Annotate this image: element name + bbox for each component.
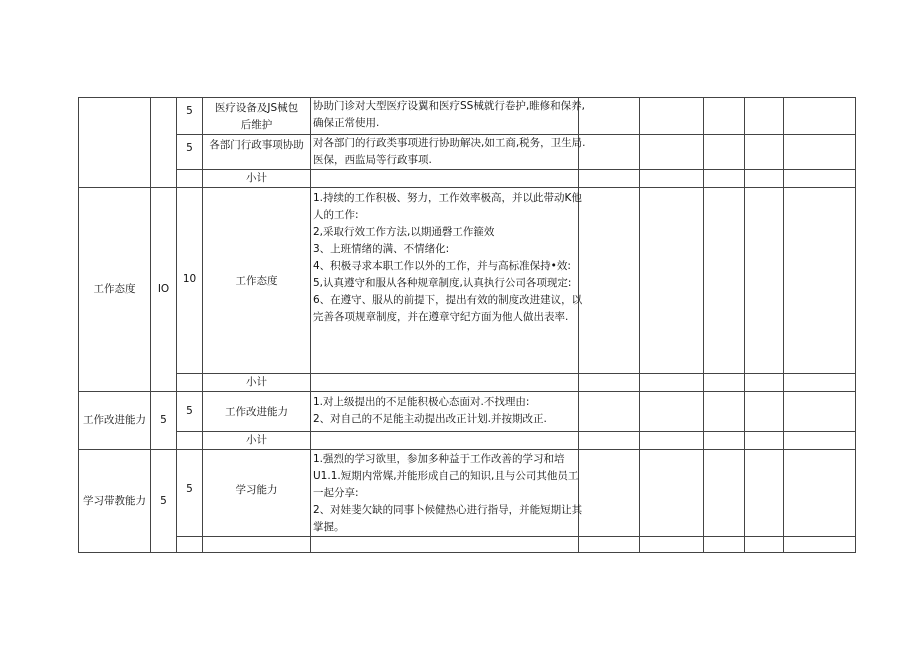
blank-cell <box>177 170 203 188</box>
subtotal-label: 小计 <box>246 434 267 446</box>
description-line: 2,采取行效工作方法,以期通磬工作箍效 <box>313 226 495 238</box>
item-weight: 5 <box>186 142 193 154</box>
category-weight: 5 <box>160 494 167 507</box>
item-name-cell <box>203 450 311 537</box>
item-weight-cell <box>177 450 203 537</box>
description-line: 1.对上级提出的不足能积极心态面对.不找理由: <box>313 396 530 408</box>
blank-cell <box>579 170 640 188</box>
blank-cell <box>704 135 745 170</box>
category-label: 工作改进能力 <box>83 414 146 426</box>
item-description-cell <box>311 98 586 135</box>
blank-cell <box>784 170 856 188</box>
item-name-line: 工作改进能力 <box>225 406 288 418</box>
category-cell-blank <box>79 98 151 188</box>
blank-cell <box>311 432 579 450</box>
blank-cell <box>784 392 856 432</box>
item-weight: 10 <box>182 273 197 285</box>
item-weight: 5 <box>186 105 193 117</box>
subtotal-cell <box>203 432 311 450</box>
description-line: 4、积极寻求本职工作以外的工作，并与高标准保持•效: <box>313 260 571 272</box>
category-weight-cell-blank <box>151 98 177 188</box>
blank-cell <box>784 432 856 450</box>
blank-cell <box>579 135 640 170</box>
item-description-cell <box>311 188 583 374</box>
blank-cell <box>311 374 579 392</box>
blank-cell <box>704 98 745 135</box>
item-name-line: 学习能力 <box>235 484 278 496</box>
category-cell <box>79 450 151 553</box>
description-line: 对各部门的行政类事项进行协助解决,如工商,税务，卫生局. <box>313 137 586 149</box>
item-weight: 5 <box>186 405 193 417</box>
blank-cell <box>640 392 704 432</box>
blank-cell <box>704 188 745 374</box>
table-row <box>79 188 856 374</box>
blank-cell <box>203 537 311 553</box>
blank-cell <box>640 170 704 188</box>
subtotal-cell <box>203 170 311 188</box>
subtotal-row <box>79 374 856 392</box>
subtotal-row <box>79 170 856 188</box>
table-row <box>79 98 856 135</box>
blank-cell <box>579 98 640 135</box>
blank-cell <box>745 432 784 450</box>
blank-cell <box>579 374 640 392</box>
blank-cell <box>311 170 579 188</box>
description-line: 5,认真遵守和服从各种规章制度,认真执行公司各项现定: <box>313 277 572 289</box>
item-description-cell <box>311 392 579 432</box>
blank-cell <box>579 188 640 374</box>
item-name-cell <box>203 135 311 170</box>
evaluation-table <box>78 97 856 553</box>
description-line: 一起分享: <box>313 487 359 499</box>
item-name-line: 各部门行政事项协助 <box>209 139 304 151</box>
subtotal-label: 小计 <box>246 376 267 388</box>
subtotal-row <box>79 432 856 450</box>
category-label: 学习带教能力 <box>83 494 146 507</box>
description-line: 完善各项规章制度，并在遵章守纪方面为他人做出表率. <box>313 311 569 323</box>
category-weight: IO <box>157 283 170 295</box>
category-cell <box>79 188 151 392</box>
blank-cell <box>177 432 203 450</box>
blank-cell <box>579 537 640 553</box>
blank-cell <box>640 98 704 135</box>
blank-cell <box>745 374 784 392</box>
description-line: 2、对自己的不足能主动提出改正计划.并按期改正. <box>313 413 547 425</box>
category-label: 工作态度 <box>93 283 136 295</box>
item-description-cell <box>311 450 583 537</box>
description-line: 2、对娃斐欠缺的同事卜候健热心进行指导，并能短期让其 <box>313 504 583 516</box>
blank-cell <box>640 432 704 450</box>
description-line: 掌握。 <box>313 521 345 533</box>
blank-cell <box>784 188 856 374</box>
blank-cell <box>784 450 856 537</box>
blank-cell <box>704 170 745 188</box>
blank-cell <box>745 188 784 374</box>
table-row <box>79 450 856 537</box>
blank-cell <box>704 537 745 553</box>
item-weight-cell <box>177 98 203 135</box>
blank-cell <box>640 374 704 392</box>
blank-cell <box>784 374 856 392</box>
description-line: 6、在遵守、服从的前提下，提出有效的制度改进建议，以 <box>313 294 583 306</box>
blank-cell <box>177 374 203 392</box>
blank-cell <box>745 392 784 432</box>
blank-cell <box>640 537 704 553</box>
blank-cell <box>745 170 784 188</box>
blank-cell <box>640 188 704 374</box>
item-name-line: 医疗设备及JS械包 <box>214 102 299 114</box>
blank-cell <box>704 392 745 432</box>
item-description-cell <box>311 135 586 170</box>
description-line: 3、上班情绪的满、不情绪化: <box>313 243 450 255</box>
blank-cell <box>745 135 784 170</box>
category-cell <box>79 392 151 450</box>
description-line: 人的工作: <box>313 209 359 221</box>
item-weight: 5 <box>186 483 193 495</box>
description-line: 医保，西监局等行政事项. <box>313 154 432 166</box>
category-weight: 5 <box>160 414 167 426</box>
description-line: 1.强烈的学习欲里，参加多种益于工作改善的学习和培 <box>313 453 565 465</box>
blank-cell <box>579 432 640 450</box>
table-row <box>79 135 856 170</box>
blank-cell <box>784 135 856 170</box>
blank-cell <box>704 450 745 537</box>
item-name-cell <box>203 188 311 374</box>
table-row <box>79 392 856 432</box>
description-line: 协助门诊对大型医疗设翼和医疗SS械就行卷护,睢修和保养, <box>313 100 586 112</box>
item-weight-cell <box>177 135 203 170</box>
blank-cell <box>579 450 640 537</box>
item-name-cell <box>203 392 311 432</box>
table-row <box>79 537 856 553</box>
category-weight-cell <box>151 188 177 392</box>
blank-cell <box>177 537 203 553</box>
subtotal-label: 小计 <box>246 172 267 184</box>
item-name-cell <box>203 98 311 135</box>
blank-cell <box>704 374 745 392</box>
item-weight-cell <box>177 188 203 374</box>
description-line: 1.持续的工作积极、努力，工作效率极高，并以此带动K他 <box>313 192 582 204</box>
subtotal-cell <box>203 374 311 392</box>
item-name-line: 工作态度 <box>235 275 278 287</box>
blank-cell <box>745 450 784 537</box>
blank-cell <box>704 432 745 450</box>
blank-cell <box>640 135 704 170</box>
blank-cell <box>745 98 784 135</box>
blank-cell <box>640 450 704 537</box>
description-line: 确保正常使用. <box>313 117 380 129</box>
blank-cell <box>579 392 640 432</box>
item-name-line: 后维护 <box>240 119 273 131</box>
blank-cell <box>784 98 856 135</box>
description-line: U1.1.短期内常媒,并能形成自己的知识,且与公司其他员工 <box>313 470 579 482</box>
blank-cell <box>784 537 856 553</box>
item-weight-cell <box>177 392 203 432</box>
category-weight-cell <box>151 392 177 450</box>
blank-cell <box>745 537 784 553</box>
blank-cell <box>311 537 579 553</box>
category-weight-cell <box>151 450 177 553</box>
